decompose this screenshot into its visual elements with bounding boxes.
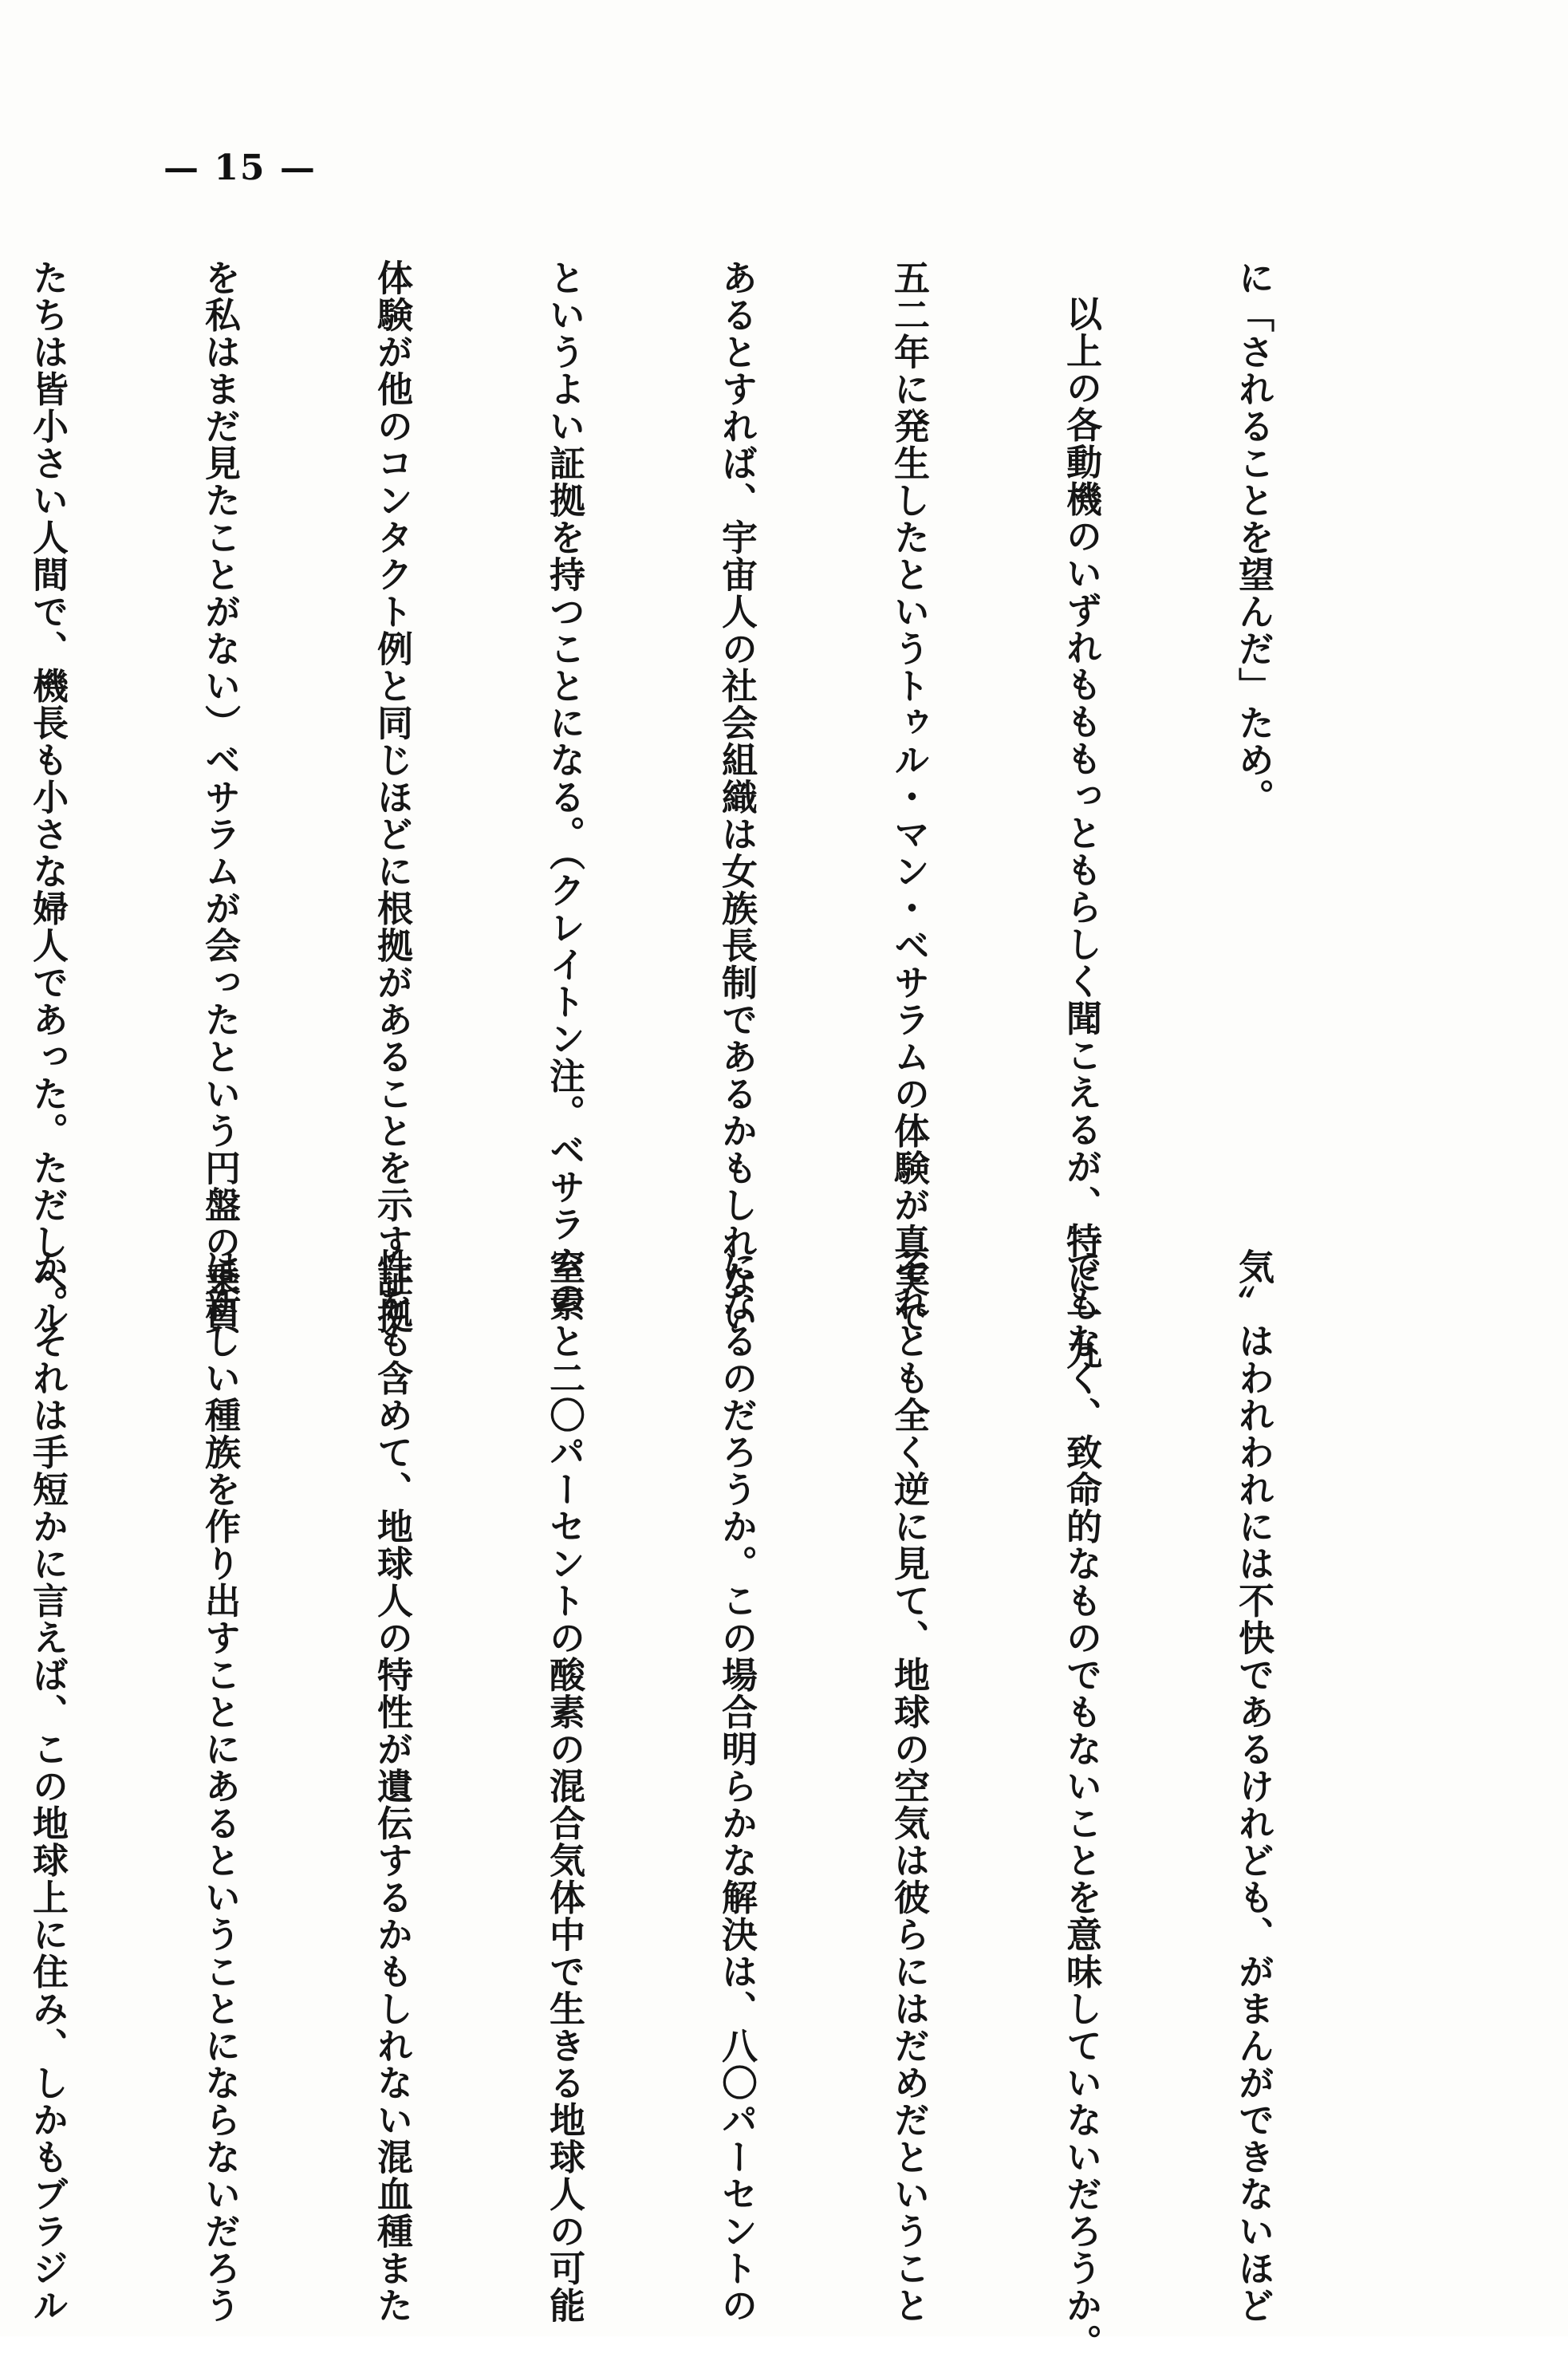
text-line: 性をも含めて、地球人の特性が遺伝するかもしれない混血種また — [371, 1248, 413, 2324]
text-line: それとも全く逆に見て、地球の空気は彼らにはだめだということ — [888, 1248, 930, 2324]
upper-text-block — [0, 259, 1397, 1371]
text-line: に「されることを望んだ」ため。 — [1232, 259, 1274, 816]
page-number: — 15 — — [163, 148, 317, 188]
text-line: たちは皆小さい人間で、機長も小さな婦人であった。ただしヘル — [26, 259, 69, 1335]
text-line: というよい証拠を持つことになる。（クレイトン注。ベサラムの — [543, 259, 585, 1317]
text-line: 窒素と二〇パーセントの酸素の混合気体中で生きる地球人の可能 — [543, 1248, 585, 2324]
text-line: 五二年に発生したというトゥル・マン・ベサラムの体験が真実で — [888, 259, 930, 1335]
text-line: は新しい種族を作り出すことにあるということにならないだろう — [199, 1248, 241, 2324]
lower-text-block — [0, 1248, 1397, 2361]
text-line: でもなく、致命的なものでもないことを意味していないだろうか。 — [1060, 1248, 1102, 2361]
text-line: あるとすれば、宇宙人の社会組織は女族長制であるかもしれない — [715, 259, 758, 1335]
text-line: 以上の各動機のいずれもももっともらしく聞こえるが、特に一九 — [1060, 295, 1102, 1371]
text-line: を私はまだ見たことがない）ベサラムが会ったという円盤の乗員 — [199, 259, 241, 1335]
text-line: か。それは手短かに言えば、この地球上に住み、しかもブラジル — [26, 1248, 69, 2324]
text-line: になるのだろうか。この場合明らかな解決は、八〇パーセントの — [715, 1248, 758, 2324]
text-line: 気〟はわれわれには不快であるけれども、がまんができないほど — [1232, 1248, 1274, 2324]
text-line: 体験が他のコンタクト例と同じほどに根拠があることを示す証拠 — [371, 259, 413, 1335]
